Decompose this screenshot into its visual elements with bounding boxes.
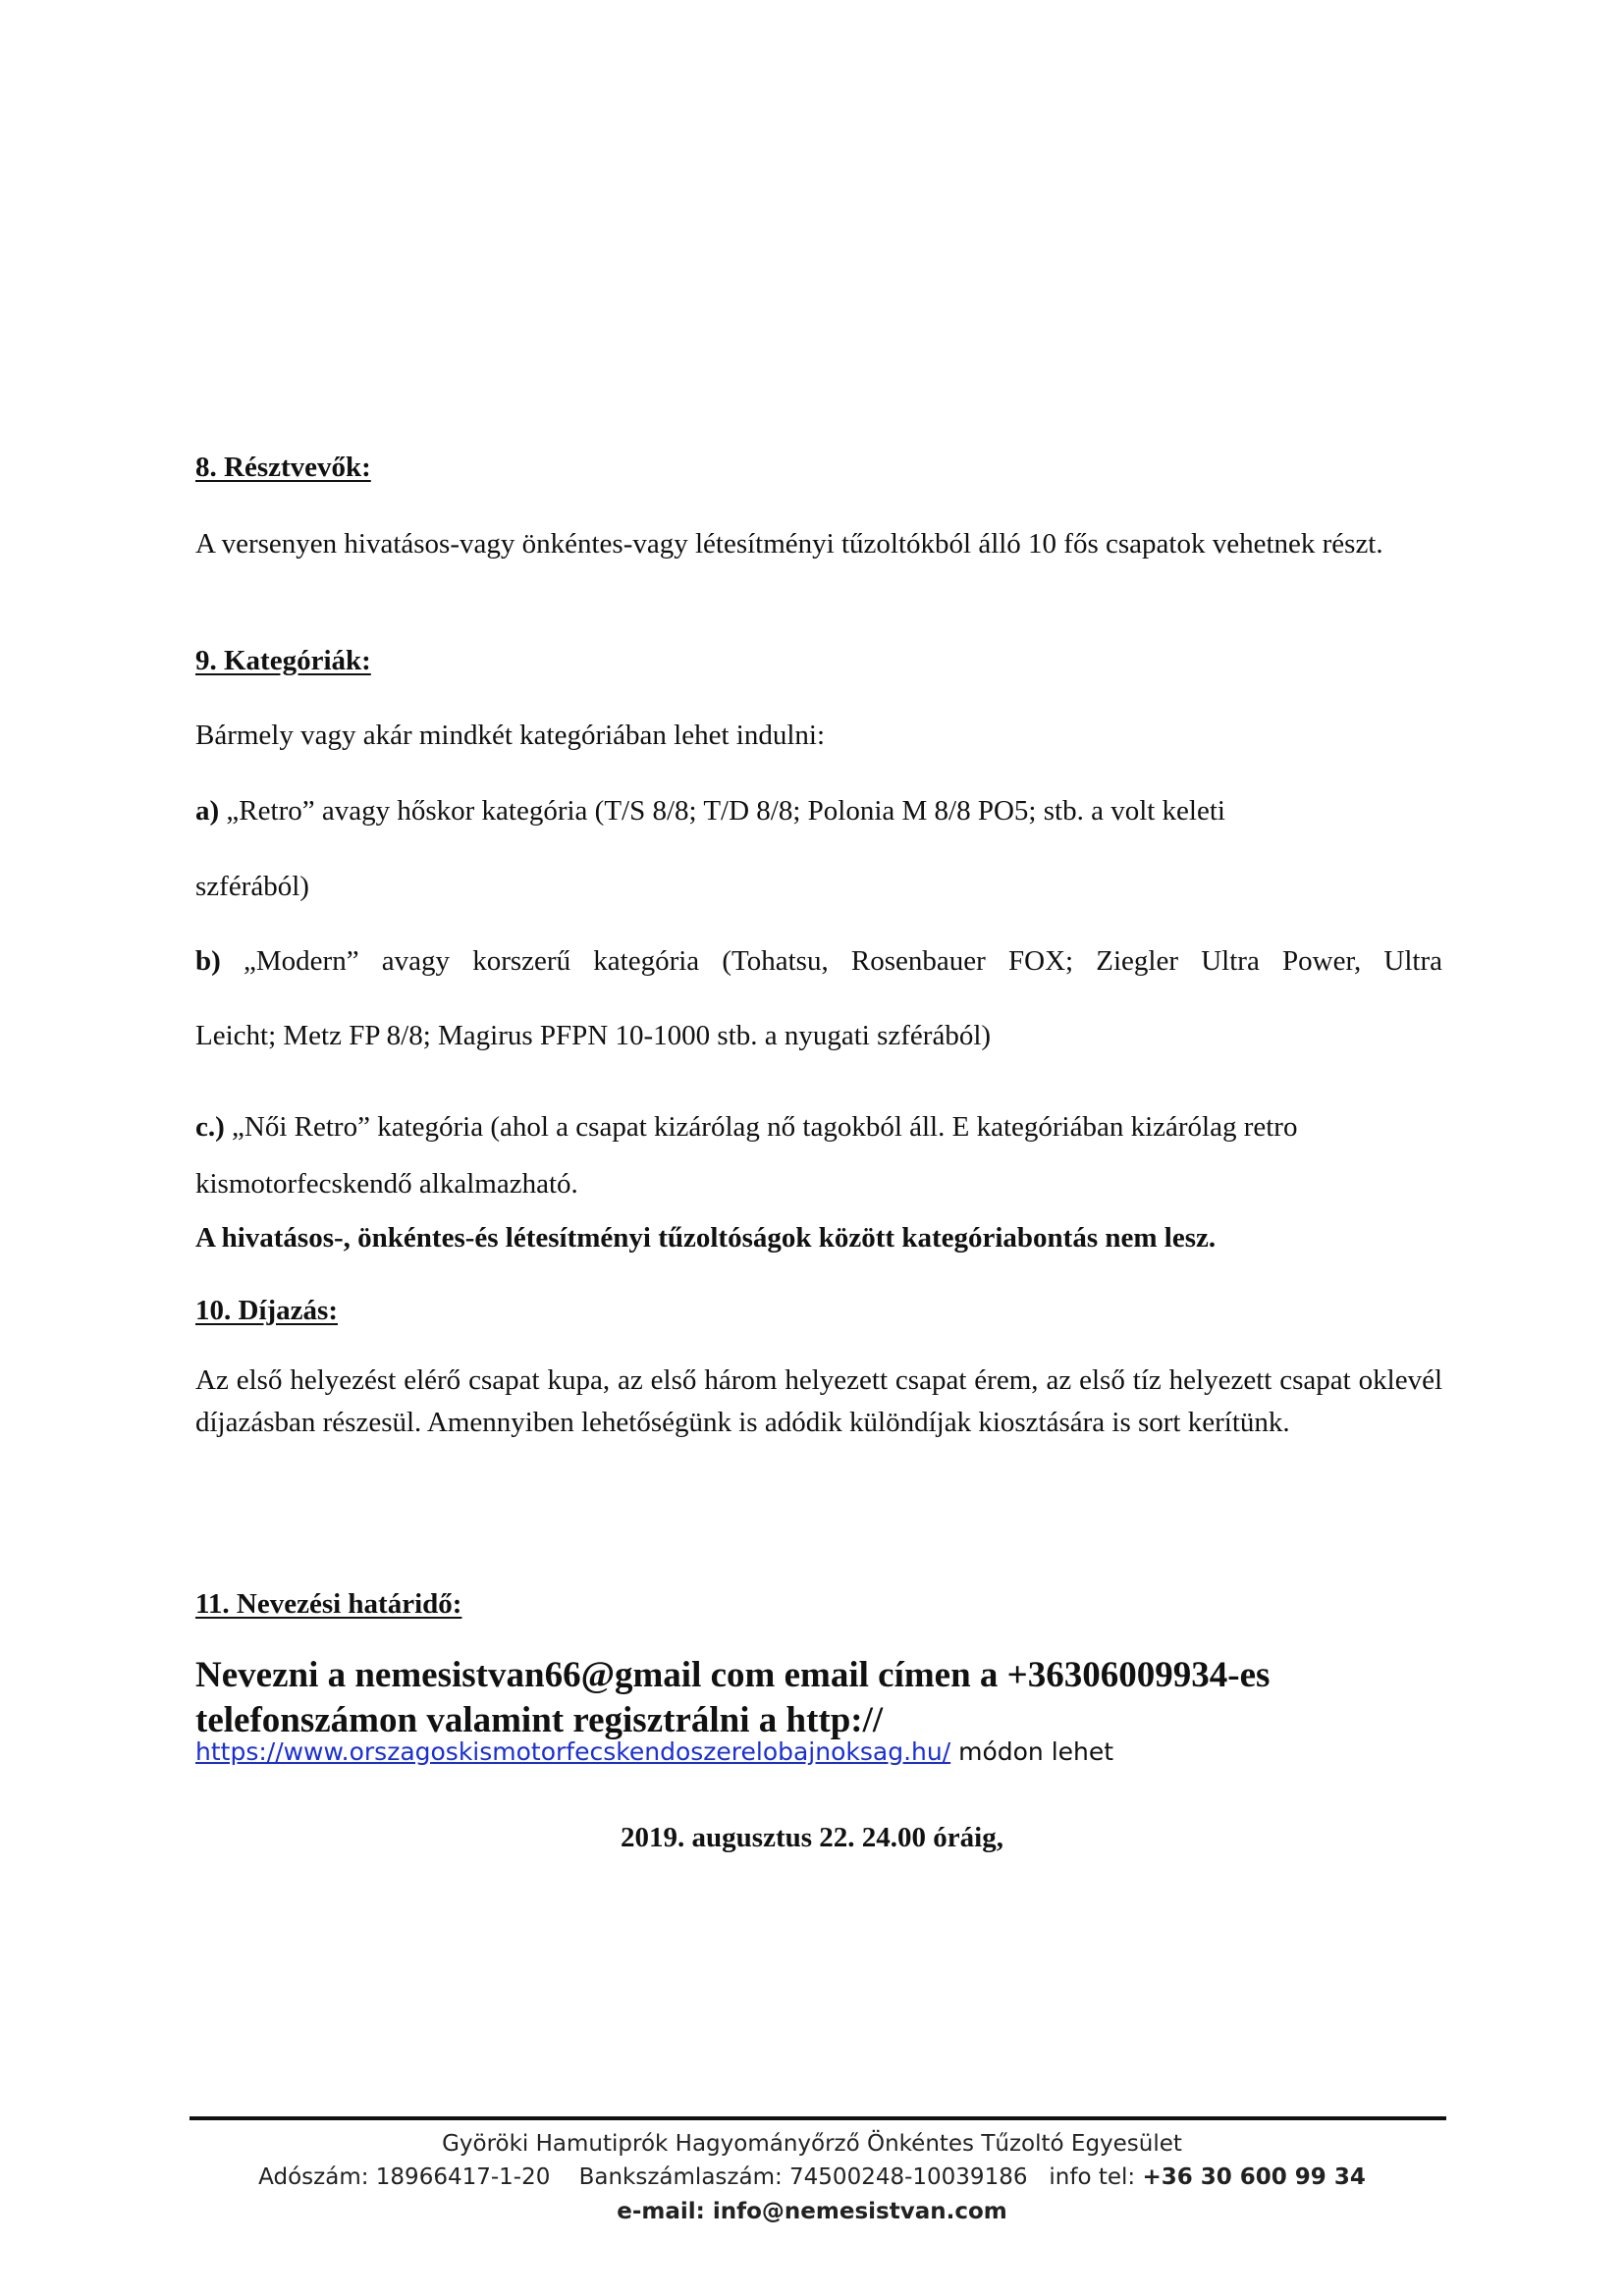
registration-link-suffix: módon lehet bbox=[950, 1737, 1114, 1766]
category-a-line-1 bbox=[195, 790, 1442, 832]
registration-link[interactable]: https://www.orszagoskismotorfecskendoszerelobajnoksag.hu/ bbox=[195, 1737, 951, 1766]
footer-email: e-mail: info@nemesistvan.com bbox=[617, 2199, 1007, 2224]
section-11-line-2: telefonszámon valamint regisztrálni a http:// bbox=[195, 1700, 884, 1740]
footer-details bbox=[0, 2161, 1624, 2195]
section-11-heading: 11. Nevezési határidő: bbox=[195, 1588, 462, 1620]
deadline-text: 2019. augusztus 22. 24.00 óráig, bbox=[621, 1822, 1003, 1853]
section-8-text: A versenyen hivatásos-vagy önkéntes-vagy létesítményi tűzoltókból álló 10 fős csapatok vehetnek részt. bbox=[195, 528, 1383, 560]
category-a-text-2: szférából) bbox=[195, 871, 309, 902]
section-10-text: Az első helyezést elérő csapat kupa, az első három helyezett csapat érem, az első tíz helyezett csapat oklevél díjazásban részesül. Amennyiben lehetőségünk is adódik különdíjak kiosztására is sort kerítünk. bbox=[195, 1364, 1442, 1438]
footer-org: Györöki Hamutiprók Hagyományőrző Önkéntes Tűzoltó Egyesület bbox=[442, 2131, 1182, 2157]
category-c-line-1 bbox=[195, 1106, 1442, 1148]
category-b-label: b) bbox=[195, 945, 221, 977]
category-a-text-1: „Retro” avagy hőskor kategória (T/S 8/8; T/D 8/8; Polonia M 8/8 PO5; stb. a volt keleti bbox=[226, 795, 1225, 827]
category-c-label: c.) bbox=[195, 1111, 225, 1143]
category-b-text-1: „Modern” avagy korszerű kategória (Tohatsu, Rosenbauer FOX; Ziegler Ultra Power, Ultra bbox=[244, 945, 1443, 977]
category-b-text-2: Leicht; Metz FP 8/8; Magirus PFPN 10-1000 stb. a nyugati szférából) bbox=[195, 1020, 992, 1051]
category-c-text-1: „Női Retro” kategória (ahol a csapat kizárólag nő tagokból áll. E kategóriában kizárólag retro bbox=[232, 1111, 1298, 1143]
section-8-heading: 8. Résztvevők: bbox=[195, 452, 371, 483]
footer-tax: Adószám: 18966417-1-20 bbox=[258, 2164, 551, 2190]
category-a-label: a) bbox=[195, 795, 220, 827]
section-11-line-1: Nevezni a nemesistvan66@gmail com email címen a +36306009934-es bbox=[195, 1655, 1271, 1695]
footer-bank: Bankszámlaszám: 74500248-10039186 bbox=[578, 2164, 1028, 2190]
category-b-line-1 bbox=[195, 940, 1442, 983]
section-10-heading: 10. Díjazás: bbox=[195, 1295, 338, 1326]
footer-info-label: info tel: bbox=[1049, 2164, 1136, 2190]
category-c-text-2: kismotorfecskendő alkalmazható. bbox=[195, 1168, 578, 1200]
section-9-intro: Bármely vagy akár mindkét kategóriában lehet indulni: bbox=[195, 720, 826, 751]
footer-divider bbox=[189, 2116, 1446, 2120]
registration-link-line bbox=[195, 1735, 1113, 1769]
category-note: A hivatásos-, önkéntes-és létesítményi tűzoltóságok között kategóriabontás nem lesz. bbox=[195, 1222, 1217, 1254]
section-9-heading: 9. Kategóriák: bbox=[195, 645, 371, 676]
footer-phone: +36 30 600 99 34 bbox=[1142, 2164, 1366, 2190]
